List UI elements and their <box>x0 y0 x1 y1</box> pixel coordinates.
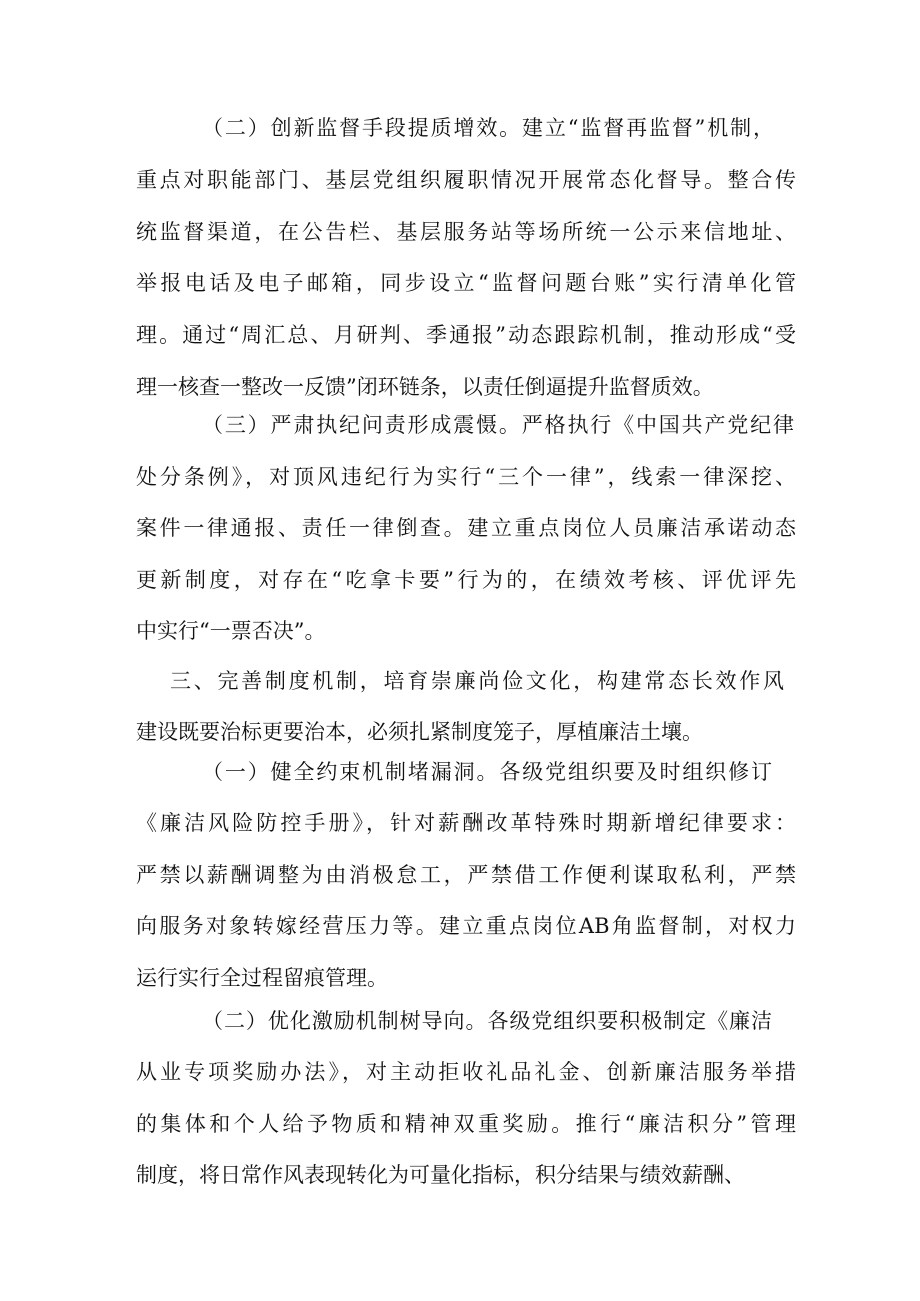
line-text: 更新制度，对存在“吃拿卡要”行为的，在绩效考核、评优评先 <box>136 568 796 592</box>
line-text: 建设既要治标更要治本，必须扎紧制度笼子，厚植廉洁土壤。 <box>136 720 703 744</box>
line-text: 理一核查一整改一反馈”闭环链条，以责任倒逼提升监督质效。 <box>136 375 714 399</box>
paragraph-2-line-1 <box>202 410 794 440</box>
paragraph-4-line-5 <box>136 963 412 993</box>
paragraph-5-line-1 <box>202 1006 772 1036</box>
line-text: 案件一律通报、责任一律倒查。建立重点岗位人员廉洁承诺动态 <box>136 516 796 540</box>
paragraph-1-line-2 <box>136 165 796 195</box>
line-text: 处分条例》，对顶风违纪行为实行“三个一律”，线索一律深挖、 <box>136 465 796 489</box>
paragraph-1-line-5 <box>136 320 796 350</box>
line-text: 从业专项奖励办法》，对主动拒收礼品礼金、创新廉洁服务举措 <box>136 1060 796 1084</box>
paragraph-3-line-1 <box>170 666 784 696</box>
paragraph-5-line-4 <box>136 1160 796 1190</box>
line-text: 严禁以薪酬调整为由消极怠工，严禁借工作便利谋取私利，严禁 <box>136 863 796 887</box>
line-text: 理。通过“周汇总、月研判、季通报”动态跟踪机制，推动形成“受 <box>136 323 796 347</box>
line-text: 三、完善制度机制，培育崇廉尚俭文化，构建常态长效作风 <box>170 669 784 693</box>
paragraph-4-line-3 <box>136 860 796 890</box>
line-text: 向服务对象转嫁经营压力等。建立重点岗位AB角监督制，对权力 <box>136 914 796 938</box>
line-text: 运行实行全过程留痕管理。 <box>136 966 388 990</box>
line-text: 的集体和个人给予物质和精神双重奖励。推行“廉洁积分”管理 <box>136 1112 796 1136</box>
paragraph-3-line-2 <box>136 717 764 747</box>
paragraph-2-line-4 <box>136 565 796 595</box>
paragraph-2-line-5 <box>136 616 372 646</box>
line-text: 《廉洁风险防控手册》，针对薪酬改革特殊时期新增纪律要求： <box>136 811 796 835</box>
line-text: 统监督渠道，在公告栏、基层服务站等场所统一公示来信地址、 <box>136 220 796 244</box>
line-text: 重点对职能部门、基层党组织履职情况开展常态化督导。整合传 <box>136 168 796 192</box>
paragraph-1-line-3 <box>136 217 796 247</box>
line-text: （二）优化激励机制树导向。各级党组织要积极制定《廉洁 <box>202 1009 772 1033</box>
paragraph-4-line-2 <box>136 808 796 838</box>
line-text: 举报电话及电子邮箱，同步设立“监督问题台账”实行清单化管 <box>136 271 796 295</box>
paragraph-4-line-4 <box>136 911 796 941</box>
paragraph-1-line-4 <box>136 268 796 298</box>
paragraph-1-line-6 <box>136 372 760 402</box>
line-text: （二）创新监督手段提质增效。建立“监督再监督”机制， <box>202 116 774 140</box>
line-text: （三）严肃执纪问责形成震慑。严格执行《中国共产党纪律 <box>202 413 794 437</box>
paragraph-5-line-2 <box>136 1057 796 1087</box>
line-text: （一）健全约束机制堵漏洞。各级党组织要及时组织修订 <box>202 760 772 784</box>
paragraph-1-line-1 <box>202 113 774 143</box>
line-text: 中实行“一票否决”。 <box>136 619 326 643</box>
paragraph-2-line-3 <box>136 513 796 543</box>
paragraph-5-line-3 <box>136 1109 796 1139</box>
paragraph-4-line-1 <box>202 757 772 787</box>
paragraph-2-line-2 <box>136 462 796 492</box>
line-text: 制度，将日常作风表现转化为可量化指标，积分结果与绩效薪酬、 <box>136 1163 745 1187</box>
